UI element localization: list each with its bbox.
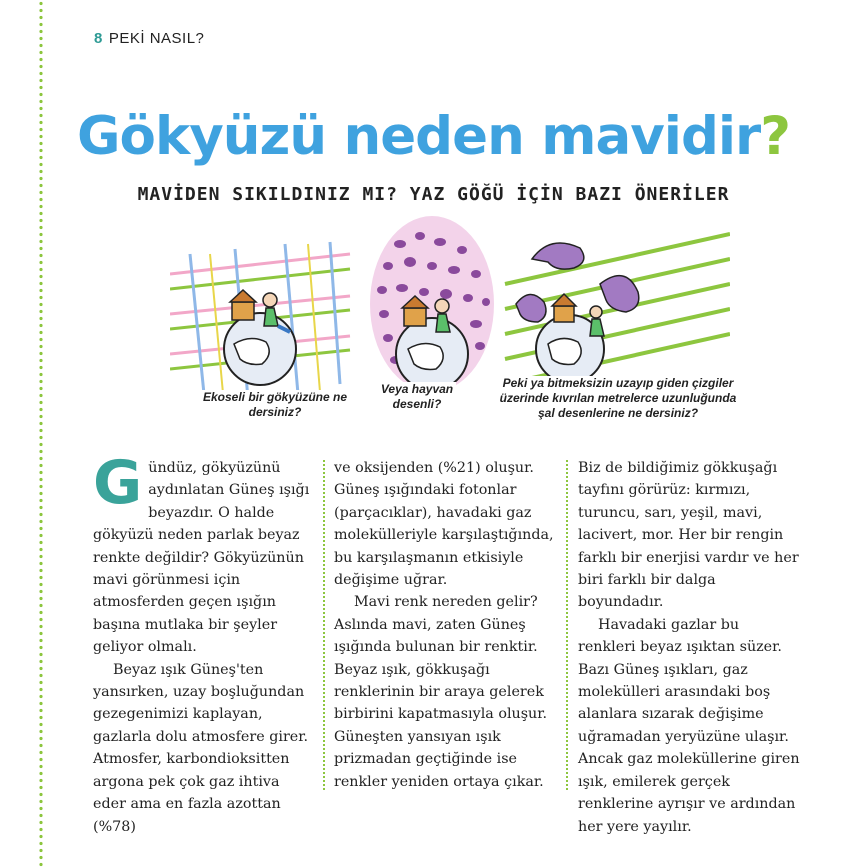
- title-text: Gökyüzü neden mavidir: [77, 106, 761, 167]
- paragraph: Mavi renk nereden gelir? Aslında mavi, zaten Güneş ışığında bulunan bir renktir. Beyaz ışık, gökkuşağı renklerinin bir araya gelerek birbirini kapatmasıyla oluşur. Güneşten yansıyan ışık prizmadan geçtiğinde ise renkler yeniden ortaya çıkar.: [334, 594, 548, 790]
- tartan-panel: [170, 242, 350, 404]
- subtitle: MAVİDEN SIKILDINIZ MI? YAZ GÖĞÜ İÇİN BAZI ÖNERİLER: [137, 184, 730, 205]
- column-divider: [566, 460, 568, 790]
- animal-print-panel: [370, 216, 494, 392]
- section-title: PEKİ NASIL?: [108, 30, 205, 47]
- page-number: 8: [94, 30, 103, 47]
- title-question-mark: ?: [760, 106, 790, 167]
- paragraph: Beyaz ışık Güneş'ten yansırken, uzay boşluğundan gezegenimizi kaplayan, gazlarla dolu atmosfere girer. Atmosfer, karbondioksitten argona pek çok gaz ihtiva eder ama en fazla azottan (%78): [93, 661, 309, 835]
- caption-paisley: Peki ya bitmeksizin uzayıp giden çizgiler üzerinde kıvrılan metrelerce uzunluğunda şal desenlerine ne dersiniz?: [490, 376, 746, 421]
- text-column-1: [93, 448, 315, 838]
- page-header: [94, 30, 204, 47]
- paragraph: ündüz, gökyüzünü aydınlatan Güneş ışığı beyazdır. O halde gökyüzü neden parlak beyaz renkte değildir? Gökyüzünün mavi görünmesi için atmosferden geçen ışığın başına mutlaka bir şeyler geliyor olmalı.: [93, 460, 310, 656]
- paragraph: Biz de bildiğimiz gökkuşağı tayfını görürüz: kırmızı, turuncu, sarı, yeşil, mavi, lacivert, mor. Her bir rengin farklı bir enerjisi vardır ve her biri farklı bir dalga boyundadır.: [578, 460, 799, 611]
- drop-cap: G: [93, 448, 143, 518]
- paragraph: ve oksijenden (%21) oluşur. Güneş ışığındaki fotonlar (parçacıklar), havadaki gaz molekülleriyle karşılaştığında, bu karşılaşmanın etkisiyle değişime uğrar.: [334, 460, 554, 589]
- paisley-panel: [505, 234, 730, 384]
- text-column-2: [334, 457, 556, 793]
- page-title: [0, 106, 867, 167]
- text-column-3: [578, 457, 800, 838]
- caption-tartan: Ekoseli bir gökyüzüne ne dersiniz?: [200, 390, 350, 420]
- column-divider: [323, 460, 325, 790]
- caption-animal-print: Veya hayvan desenli?: [378, 382, 456, 412]
- paragraph: Havadaki gazlar bu renkleri beyaz ışıktan süzer. Bazı Güneş ışıkları, gaz molekülleri arasındaki boş alanlara sızarak değişime uğramadan yeryüzüne ulaşır. Ancak gaz moleküllerine giren ışık, emilerek gerçek renklerine ayrışır ve ardından her yere yayılır.: [578, 616, 800, 835]
